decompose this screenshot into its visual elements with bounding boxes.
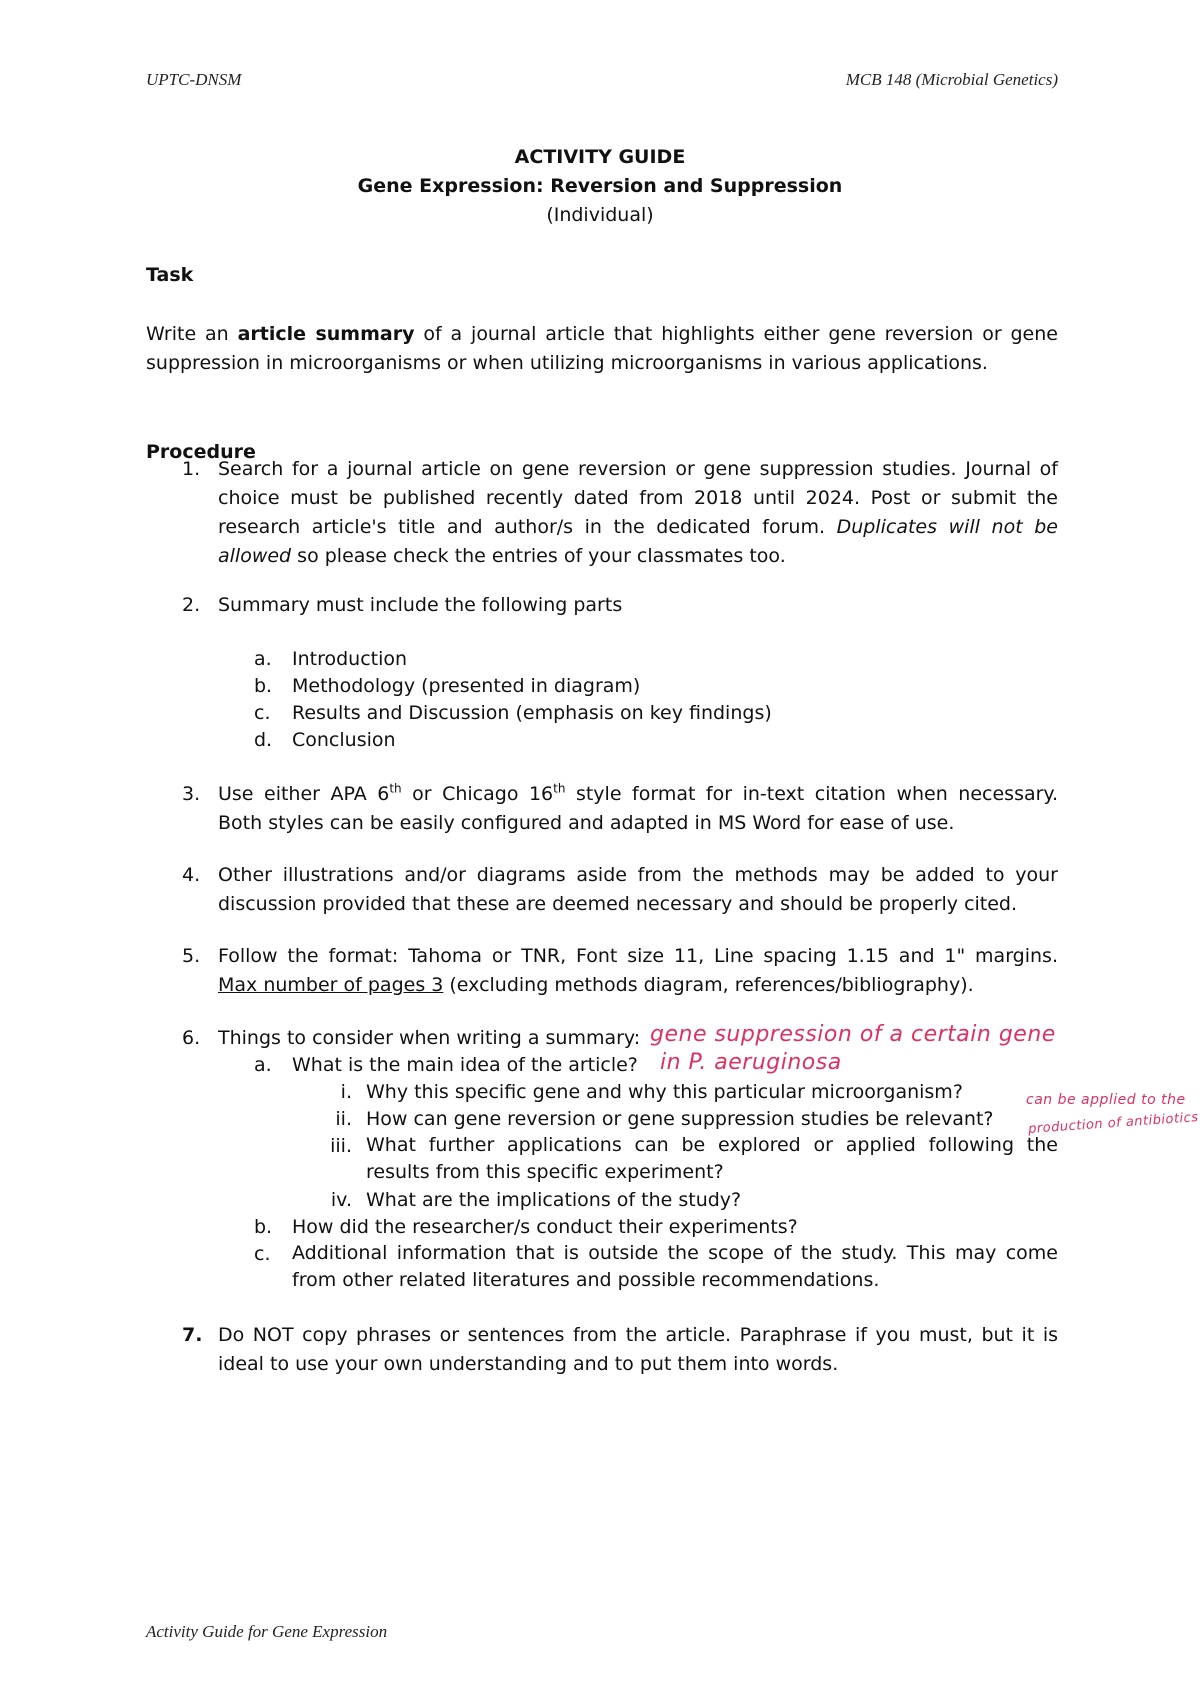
task-heading: Task — [146, 264, 194, 286]
page-limit-note: Max number of pages 3 — [218, 974, 444, 996]
task-paragraph: Write an article summary of a journal article that highlights either gene reversion or gene suppression in microorganisms or when utilizing microorganisms in various applications. — [146, 323, 1058, 374]
document-page: UPTC-DNSM MCB 148 (Microbial Genetics) ACTIVITY GUIDE Gene Expression: Reversion and Suppression (Individual) Task Write an article summary of a journal article that highlights either gene reversion or gene suppression in microorganisms or when utilizing microorganisms in various applications. Procedure 1. Search for a journal article on gene reversion or gene suppression studies. Journal of choice must be published recently dated from 2018 until 2024. Post or submit the research article's title and author/s in the dedicated forum. Duplicates will not be allowed so please check the entries of your classmates too. 2. Summary must include the following parts a. Introduction b. Methodology (presented in diagram) c. Results and Discussion (emphasis on key findings) d. Conclusion 3. Use either APA 6th or Chicago 16th style format for in-text citation when necessary. Both styles can be easily configured and adapted in MS Word for ease of use. 4. Other illustrations and/or diagrams aside from the methods may be added to your discussion provided that these are deemed necessary and should be properly cited. 5. Follow the format: Tahoma or TNR, Font size 11, Line spacing 1.15 and 1" margins. Max number of pages 3 (excluding methods diagram, references/bibliography). 6. Things to consider when writing a summary: a. What is the main idea of the article? i. Why this specific gene and why this particular microorganism? ii. How can gene reversion or gene suppression studies be relevant? iii. What further applications can be explored or applied following the results from this specific experiment? iv. What are the implications of the study? b. How did the researcher/s conduct their experiments? c. Additional information that is outside the scope of the study. This may come from other related literatures and possible recommendations. 7. Do NOT copy phrases or sentences from the article. Paraphrase if you must, but it is ideal to use your own understanding and to put them into words. gene suppression of a certain gene in P. aeruginosa can be applied to the production of antibiotics Activity Guide for Gene Expression — [0, 0, 1200, 1696]
handwritten-annotation: in P. aeruginosa — [660, 1050, 842, 1075]
step-number: 7. — [182, 1324, 203, 1346]
header-left: UPTC-DNSM — [146, 70, 242, 89]
header-right: MCB 148 (Microbial Genetics) — [845, 70, 1058, 89]
document-title: ACTIVITY GUIDE — [514, 146, 686, 168]
handwritten-annotation: can be applied to the — [1026, 1092, 1186, 1108]
step-number: 5. — [182, 945, 201, 967]
task-emphasis: article summary — [237, 323, 415, 345]
procedure-heading: Procedure — [146, 441, 256, 463]
step-number: 2. — [182, 594, 201, 616]
step-number: 4. — [182, 864, 201, 886]
list-item-text: Additional information that is outside the scope of the study. This may come from other related literatures and possible recommendations. — [292, 1242, 1058, 1291]
document-subtitle: Gene Expression: Reversion and Suppression — [357, 175, 843, 197]
handwritten-annotation: gene suppression of a certain gene — [650, 1022, 1056, 1047]
roman-item-text: What further applications can be explored or applied following the results from this specific experiment? — [366, 1134, 1058, 1183]
handwritten-annotation: production of antibiotics — [1027, 1110, 1200, 1137]
step-number: 1. — [182, 458, 201, 480]
page-footer: Activity Guide for Gene Expression — [146, 1622, 388, 1641]
step-number: 3. — [182, 783, 201, 805]
activity-mode: (Individual) — [546, 204, 654, 226]
step-number: 6. — [182, 1027, 201, 1049]
